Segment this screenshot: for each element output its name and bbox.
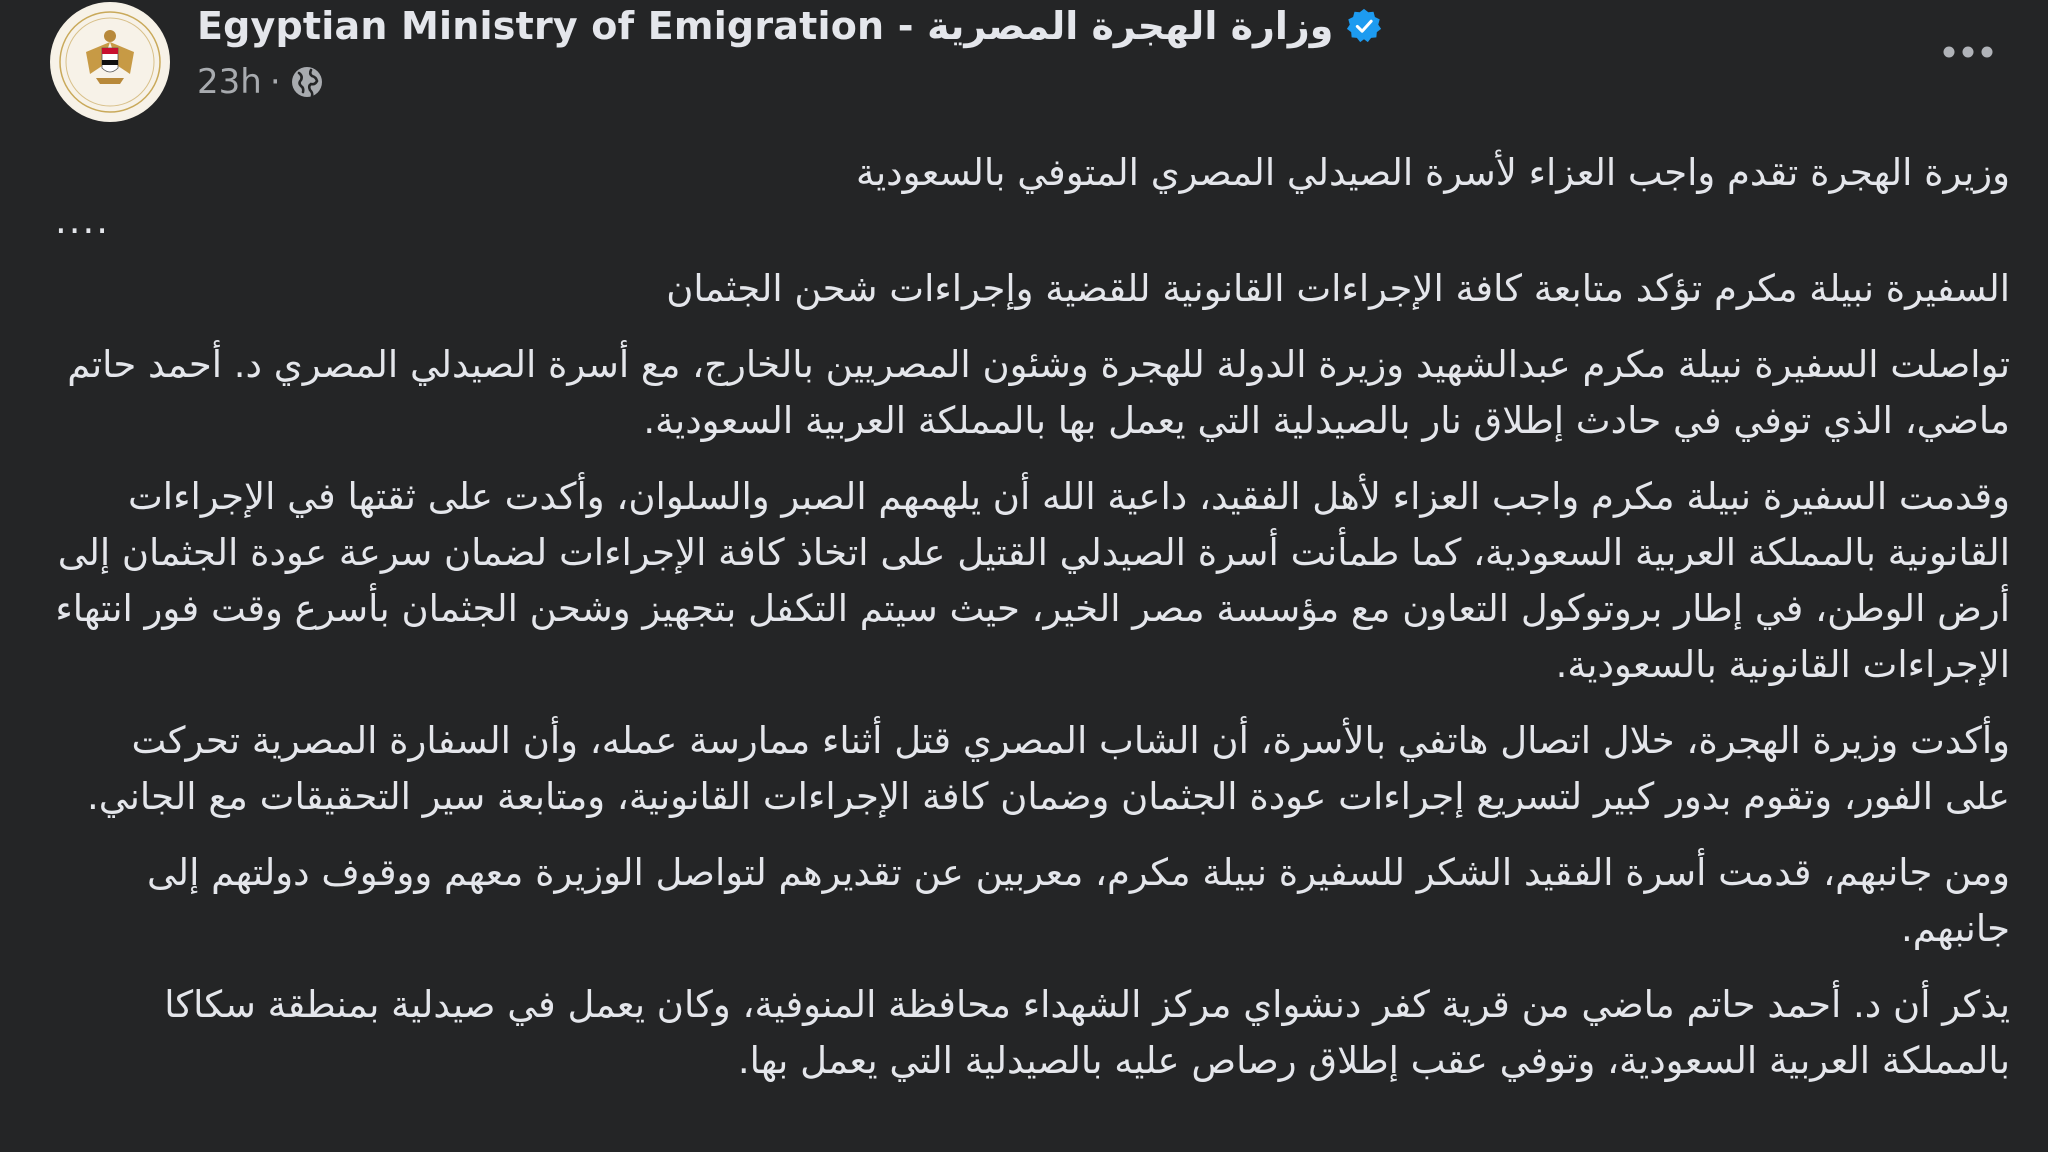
page-name[interactable]: Egyptian Ministry of Emigration - وزارة الهجرة المصرية bbox=[197, 4, 1334, 48]
post-paragraph-1: تواصلت السفيرة نبيلة مكرم عبدالشهيد وزيرة الدولة للهجرة وشئون المصريين بالخارج، مع أسرة الصيدلي المصري د. أحمد حاتم ماضي، الذي توفي في حادث إطلاق نار بالصيدلية التي يعمل بها بالمملكة العربية السعودية. bbox=[67, 343, 2010, 442]
page-avatar[interactable] bbox=[50, 2, 170, 122]
meta-separator: · bbox=[269, 62, 281, 102]
more-options-button[interactable] bbox=[1938, 22, 1998, 82]
post-paragraph-4: ومن جانبهم، قدمت أسرة الفقيد الشكر للسفيرة نبيلة مكرم، معربين عن تقديرهم لتواصل الوزيرة معهم ووقوف دولتهم إلى جانبهم. bbox=[146, 851, 2010, 950]
post-header bbox=[50, 0, 1998, 120]
post-paragraph-5: يذكر أن د. أحمد حاتم ماضي من قرية كفر دنشواي مركز الشهداء محافظة المنوفية، وكان يعمل في صيدلية بمنطقة سكاكا بالمملكة العربية السعودية، وتوفي عقب إطلاق رصاص عليه بالصيدلية التي يعمل بها. bbox=[164, 983, 2010, 1082]
globe-icon[interactable] bbox=[289, 64, 325, 100]
post-subheadline: السفيرة نبيلة مكرم تؤكد متابعة كافة الإجراءات القانونية للقضية وإجراءات شحن الجثمان bbox=[666, 267, 2010, 310]
post-paragraph-2: وقدمت السفيرة نبيلة مكرم واجب العزاء لأهل الفقيد، داعية الله أن يلهمهم الصبر والسلوان، وأكدت على ثقتها في الإجراءات القانونية بالمملكة العربية السعودية، كما طمأنت أسرة الصيدلي القتيل على اتخاذ كافة الإجراءات لضمان سرعة عودة الجثمان إلى أرض الوطن، في إطار بروتوكول التعاون مع مؤسسة مصر الخير، حيث سيتم التكفل بتجهيز وشحن الجثمان بأسرع وقت فور انتهاء الإجراءات القانونية بالسعودية. bbox=[55, 475, 2010, 686]
egypt-eagle-logo-icon bbox=[50, 2, 170, 122]
post-text bbox=[55, 145, 2010, 1109]
post-headline: وزيرة الهجرة تقدم واجب العزاء لأسرة الصيدلي المصري المتوفي بالسعودية bbox=[856, 151, 2010, 194]
post-timestamp[interactable]: 23h bbox=[197, 62, 262, 102]
more-options-icon bbox=[1942, 45, 1994, 59]
post-ellipsis: .... bbox=[55, 199, 111, 242]
post-paragraph-3: وأكدت وزيرة الهجرة، خلال اتصال هاتفي بالأسرة، أن الشاب المصري قتل أثناء ممارسة عمله، وأن السفارة المصرية تحركت على الفور، وتقوم بدور كبير لتسريع إجراءات عودة الجثمان وضمان كافة الإجراءات القانونية، ومتابعة سير التحقيقات مع الجاني. bbox=[86, 719, 2010, 818]
verified-badge-icon bbox=[1345, 7, 1383, 45]
post-meta bbox=[197, 62, 325, 102]
page-name-row bbox=[197, 4, 1383, 48]
